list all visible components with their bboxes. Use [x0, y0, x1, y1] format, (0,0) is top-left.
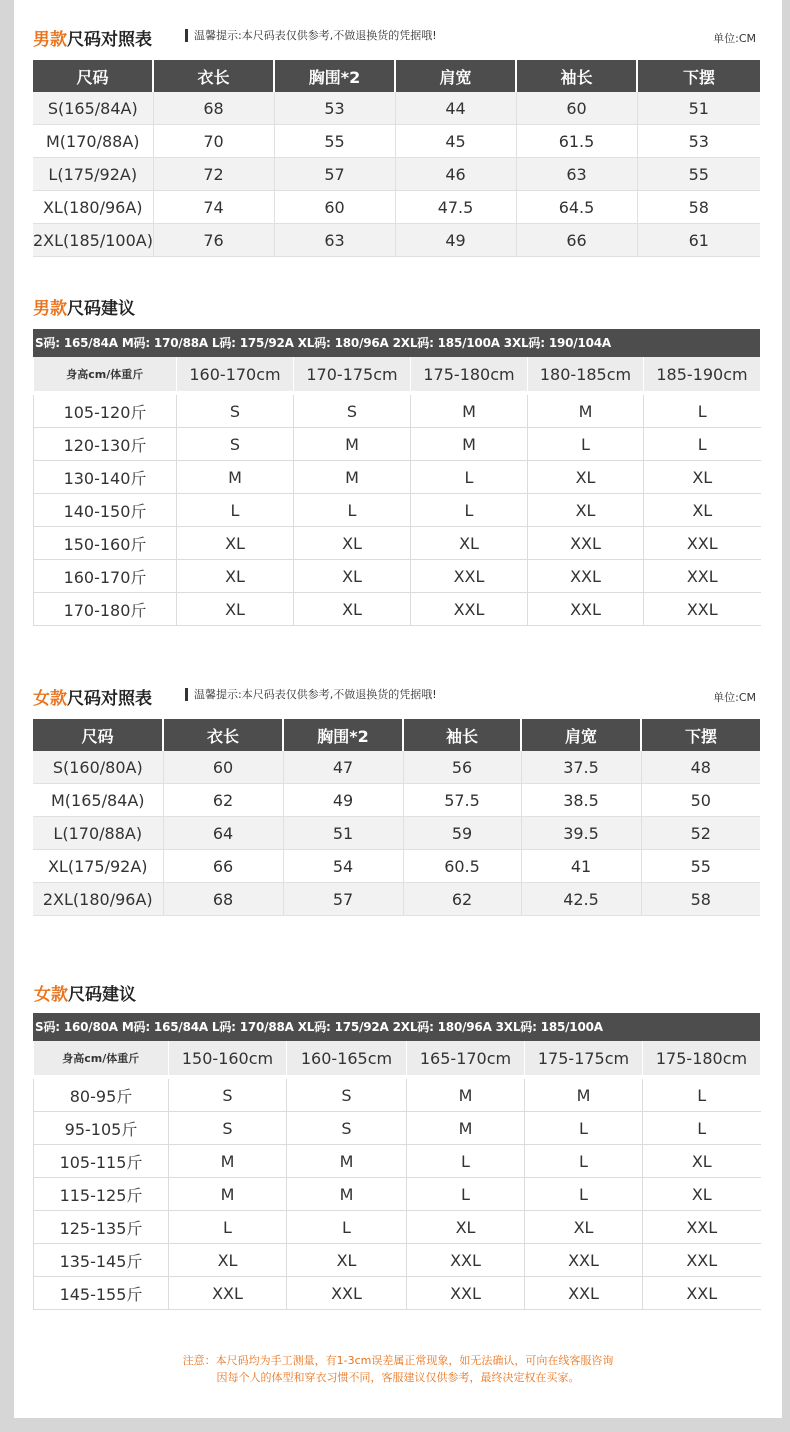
table-cell: XL	[177, 560, 294, 593]
table-row	[34, 1178, 761, 1211]
header-cell: 尺码	[33, 60, 153, 92]
table-cell: 72	[153, 158, 274, 191]
table-cell: 57	[274, 158, 395, 191]
row-label-cell: 125-135斤	[34, 1211, 169, 1244]
height-range-header: 170-175cm	[294, 357, 411, 391]
table-cell: 47.5	[395, 191, 516, 224]
table-cell: XL	[644, 461, 761, 494]
men-size-chart-title: 男款尺码对照表	[33, 30, 152, 50]
header-cell: 袖长	[403, 719, 521, 751]
table-cell: M	[177, 461, 294, 494]
table-cell: 46	[395, 158, 516, 191]
table-cell: 70	[153, 125, 274, 158]
table-cell: 49	[283, 784, 403, 817]
table-cell: M	[407, 1079, 525, 1112]
row-label-cell: 135-145斤	[34, 1244, 169, 1277]
table-cell: XL	[407, 1211, 525, 1244]
table-cell: 55	[274, 125, 395, 158]
table-cell: M	[411, 395, 528, 428]
table-cell: 55	[637, 158, 760, 191]
table-header-row	[33, 60, 760, 92]
table-row	[34, 428, 761, 461]
table-cell: 60.5	[403, 850, 521, 883]
table-cell: 60	[516, 92, 637, 125]
table-row	[33, 92, 760, 125]
row-label-cell: XL(180/96A)	[33, 191, 153, 224]
women-size-chart-tip: 温馨提示:本尺码表仅供参考,不做退换货的凭据哦!	[185, 688, 437, 701]
height-weight-corner-label: 身高cm/体重斤	[34, 1041, 169, 1075]
table-cell: M	[528, 395, 644, 428]
table-row	[34, 1211, 761, 1244]
table-cell: L	[644, 428, 761, 461]
table-cell: M	[411, 428, 528, 461]
table-cell: 37.5	[521, 751, 641, 784]
table-cell: 53	[274, 92, 395, 125]
table-cell: XXL	[528, 560, 644, 593]
men-size-chart-tip: 温馨提示:本尺码表仅供参考,不做退换货的凭据哦!	[185, 29, 437, 42]
table-cell: M	[294, 461, 411, 494]
table-cell: 66	[163, 850, 283, 883]
table-cell: 63	[274, 224, 395, 257]
men-size-chart-table	[33, 60, 760, 257]
table-cell: XL	[643, 1145, 761, 1178]
men-size-recommendation-title: 男款尺码建议	[33, 299, 135, 319]
table-cell: 64.5	[516, 191, 637, 224]
row-label-cell: 145-155斤	[34, 1277, 169, 1310]
header-cell: 胸围*2	[274, 60, 395, 92]
table-cell: M	[287, 1145, 407, 1178]
table-row	[33, 191, 760, 224]
height-range-header: 175-175cm	[525, 1041, 643, 1075]
height-range-header: 160-170cm	[177, 357, 294, 391]
table-cell: M	[407, 1112, 525, 1145]
women-size-recommendation-table	[33, 1041, 761, 1310]
table-cell: XL	[411, 527, 528, 560]
row-label-cell: 150-160斤	[34, 527, 177, 560]
row-label-cell: 140-150斤	[34, 494, 177, 527]
height-range-header: 175-180cm	[411, 357, 528, 391]
men-size-chart-section	[33, 25, 760, 257]
table-cell: XXL	[644, 560, 761, 593]
table-cell: M	[169, 1178, 287, 1211]
row-label-cell: 2XL(180/96A)	[33, 883, 163, 916]
header-cell: 尺码	[33, 719, 163, 751]
table-cell: 38.5	[521, 784, 641, 817]
row-label-cell: 105-120斤	[34, 395, 177, 428]
table-cell: 57	[283, 883, 403, 916]
table-cell: 39.5	[521, 817, 641, 850]
table-cell: 50	[641, 784, 760, 817]
table-cell: M	[525, 1079, 643, 1112]
table-cell: L	[407, 1178, 525, 1211]
table-cell: 74	[153, 191, 274, 224]
table-cell: 63	[516, 158, 637, 191]
table-row	[34, 395, 761, 428]
table-cell: 61	[637, 224, 760, 257]
table-row	[33, 224, 760, 257]
table-row	[33, 158, 760, 191]
header-cell: 肩宽	[521, 719, 641, 751]
table-cell: 45	[395, 125, 516, 158]
table-cell: XXL	[411, 560, 528, 593]
header-cell: 下摆	[637, 60, 760, 92]
row-label-cell: L(175/92A)	[33, 158, 153, 191]
table-cell: S	[294, 395, 411, 428]
table-row	[34, 1079, 761, 1112]
table-cell: XXL	[528, 593, 644, 626]
row-label-cell: XL(175/92A)	[33, 850, 163, 883]
table-row	[33, 751, 760, 784]
table-cell: XL	[177, 593, 294, 626]
table-cell: XXL	[528, 527, 644, 560]
table-cell: S	[169, 1079, 287, 1112]
header-cell: 胸围*2	[283, 719, 403, 751]
table-cell: XXL	[407, 1244, 525, 1277]
table-row	[34, 1112, 761, 1145]
table-cell: 54	[283, 850, 403, 883]
table-cell: XL	[528, 461, 644, 494]
table-cell: XL	[294, 593, 411, 626]
table-cell: XL	[525, 1211, 643, 1244]
table-cell: XXL	[169, 1277, 287, 1310]
table-cell: 66	[516, 224, 637, 257]
header-cell: 下摆	[641, 719, 760, 751]
table-cell: XXL	[525, 1277, 643, 1310]
table-cell: XL	[643, 1178, 761, 1211]
table-row	[34, 1145, 761, 1178]
table-cell: XXL	[287, 1277, 407, 1310]
row-label-cell: 170-180斤	[34, 593, 177, 626]
table-cell: S	[177, 395, 294, 428]
height-range-header: 165-170cm	[407, 1041, 525, 1075]
table-cell: 60	[163, 751, 283, 784]
height-range-header: 185-190cm	[644, 357, 761, 391]
height-range-header: 150-160cm	[169, 1041, 287, 1075]
table-row	[33, 883, 760, 916]
table-cell: L	[525, 1145, 643, 1178]
table-cell: M	[287, 1178, 407, 1211]
table-cell: XL	[294, 560, 411, 593]
table-row	[34, 527, 761, 560]
table-cell: 64	[163, 817, 283, 850]
table-cell: M	[169, 1145, 287, 1178]
height-range-header: 160-165cm	[287, 1041, 407, 1075]
table-cell: XXL	[411, 593, 528, 626]
header-cell: 衣长	[153, 60, 274, 92]
table-header-row	[34, 357, 761, 391]
table-cell: 49	[395, 224, 516, 257]
row-label-cell: 130-140斤	[34, 461, 177, 494]
women-size-standard-band: S码: 160/80A M码: 165/84A L码: 170/88A XL码: 175/92A 2XL码: 180/96A 3XL码: 185/100A	[33, 1013, 760, 1041]
table-cell: XL	[294, 527, 411, 560]
table-cell: L	[643, 1079, 761, 1112]
table-cell: 62	[403, 883, 521, 916]
table-cell: XL	[169, 1244, 287, 1277]
table-cell: 53	[637, 125, 760, 158]
table-cell: 60	[274, 191, 395, 224]
table-cell: 58	[637, 191, 760, 224]
table-cell: L	[407, 1145, 525, 1178]
row-label-cell: 80-95斤	[34, 1079, 169, 1112]
row-label-cell: 160-170斤	[34, 560, 177, 593]
height-range-header: 180-185cm	[528, 357, 644, 391]
table-cell: 48	[641, 751, 760, 784]
table-row	[34, 494, 761, 527]
table-cell: L	[177, 494, 294, 527]
table-cell: 62	[163, 784, 283, 817]
table-cell: L	[528, 428, 644, 461]
table-header-row	[33, 719, 760, 751]
table-cell: L	[643, 1112, 761, 1145]
table-cell: XXL	[644, 527, 761, 560]
table-row	[34, 1244, 761, 1277]
men-size-chart-unit: 单位:CM	[713, 32, 756, 45]
table-cell: 68	[163, 883, 283, 916]
table-cell: XXL	[643, 1277, 761, 1310]
note-line: 注意：本尺码均为手工测量，有1-3cm误差属正常现象，如无法确认，可向在线客服咨询	[182, 1354, 614, 1367]
table-cell: 52	[641, 817, 760, 850]
row-label-cell: M(165/84A)	[33, 784, 163, 817]
size-guide-page	[14, 0, 782, 1418]
table-row	[34, 1277, 761, 1310]
women-size-chart-title: 女款尺码对照表	[33, 689, 152, 709]
table-cell: 55	[641, 850, 760, 883]
table-cell: 58	[641, 883, 760, 916]
table-cell: L	[411, 494, 528, 527]
table-cell: XXL	[644, 593, 761, 626]
table-cell: XL	[287, 1244, 407, 1277]
women-size-recommendation-section	[33, 980, 760, 1310]
row-label-cell: 115-125斤	[34, 1178, 169, 1211]
table-cell: L	[525, 1112, 643, 1145]
table-cell: 57.5	[403, 784, 521, 817]
table-cell: S	[177, 428, 294, 461]
table-cell: 59	[403, 817, 521, 850]
women-size-recommendation-title: 女款尺码建议	[34, 985, 136, 1005]
height-weight-corner-label: 身高cm/体重斤	[34, 357, 177, 391]
women-size-chart-section	[33, 684, 760, 916]
table-cell: XXL	[407, 1277, 525, 1310]
table-cell: XL	[177, 527, 294, 560]
header-cell: 肩宽	[395, 60, 516, 92]
measurement-note	[14, 1352, 782, 1386]
row-label-cell: S(160/80A)	[33, 751, 163, 784]
height-range-header: 175-180cm	[643, 1041, 761, 1075]
note-line: 因每个人的体型和穿衣习惯不同，客服建议仅供参考，最终决定权在买家。	[216, 1371, 580, 1384]
table-cell: 51	[637, 92, 760, 125]
table-row	[33, 784, 760, 817]
table-cell: L	[525, 1178, 643, 1211]
table-cell: 41	[521, 850, 641, 883]
table-row	[33, 817, 760, 850]
row-label-cell: L(170/88A)	[33, 817, 163, 850]
women-size-chart-unit: 单位:CM	[713, 691, 756, 704]
table-cell: L	[644, 395, 761, 428]
header-cell: 袖长	[516, 60, 637, 92]
row-label-cell: M(170/88A)	[33, 125, 153, 158]
table-cell: 44	[395, 92, 516, 125]
table-cell: XL	[528, 494, 644, 527]
table-cell: XXL	[525, 1244, 643, 1277]
table-row	[33, 125, 760, 158]
table-cell: L	[169, 1211, 287, 1244]
table-header-row	[34, 1041, 761, 1075]
row-label-cell: S(165/84A)	[33, 92, 153, 125]
table-cell: 51	[283, 817, 403, 850]
table-cell: XXL	[643, 1244, 761, 1277]
table-cell: 76	[153, 224, 274, 257]
table-row	[34, 593, 761, 626]
table-cell: L	[411, 461, 528, 494]
table-cell: 68	[153, 92, 274, 125]
table-cell: XL	[644, 494, 761, 527]
women-size-chart-table	[33, 719, 760, 916]
row-label-cell: 95-105斤	[34, 1112, 169, 1145]
table-cell: S	[287, 1112, 407, 1145]
table-cell: 56	[403, 751, 521, 784]
table-cell: S	[287, 1079, 407, 1112]
table-cell: L	[287, 1211, 407, 1244]
row-label-cell: 2XL(185/100A)	[33, 224, 153, 257]
table-row	[34, 461, 761, 494]
row-label-cell: 105-115斤	[34, 1145, 169, 1178]
table-cell: 61.5	[516, 125, 637, 158]
table-cell: 42.5	[521, 883, 641, 916]
table-cell: 47	[283, 751, 403, 784]
row-label-cell: 120-130斤	[34, 428, 177, 461]
table-cell: S	[169, 1112, 287, 1145]
table-cell: L	[294, 494, 411, 527]
men-size-recommendation-table	[33, 357, 761, 626]
table-row	[34, 560, 761, 593]
men-size-recommendation-section	[33, 294, 760, 626]
header-cell: 衣长	[163, 719, 283, 751]
table-row	[33, 850, 760, 883]
men-size-standard-band: S码: 165/84A M码: 170/88A L码: 175/92A XL码: 180/96A 2XL码: 185/100A 3XL码: 190/104A	[33, 329, 760, 357]
table-cell: XXL	[643, 1211, 761, 1244]
table-cell: M	[294, 428, 411, 461]
